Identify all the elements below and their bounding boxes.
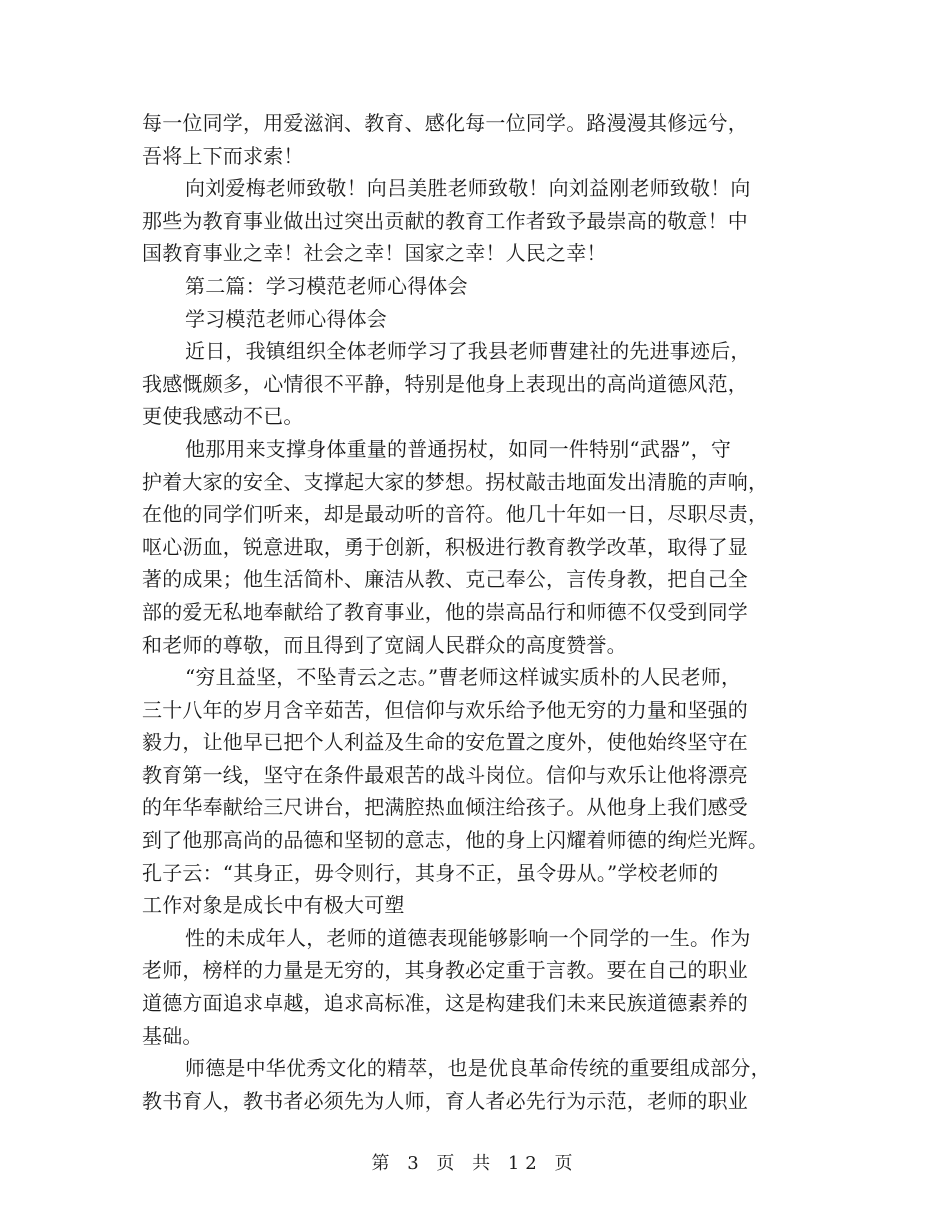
text-line: 著的成果；他生活简朴、廉洁从教、克己奉公，言传身教，把自己全 [142,567,748,592]
text-line: 每一位同学，用爱滋润、教育、感化每一位同学。路漫漫其修远兮， [142,111,748,135]
text-line: 呕心沥血，锐意进取，勇于创新，积极进行教育教学改革，取得了显 [142,534,748,559]
text-line: 师德是中华优秀文化的精萃，也是优良革命传统的重要组成部分， [185,1056,771,1081]
text-line: 国教育事业之幸！社会之幸！国家之幸！人民之幸！ [142,241,607,266]
text-line: 基础。 [142,1023,203,1048]
text-line: 部的爱无私地奉献给了教育事业，他的崇高品行和师德不仅受到同学 [142,599,748,624]
text-line: 向刘爱梅老师致敬！向吕美胜老师致敬！向刘益刚老师致敬！向 [185,176,751,201]
text-line: 在他的同学们听来，却是最动听的音符。他几十年如一日，尽职尽责， [142,502,769,527]
text-line: 毅力，让他早已把个人利益及生命的安危置之度外，使他始终坚守在 [142,730,748,755]
text-line: 的年华奉献给三尺讲台，把满腔热血倾注给孩子。从他身上我们感受 [142,795,748,820]
text-line: 工作对象是成长中有极大可塑 [142,893,405,918]
text-line: “穷且益坚，不坠青云之志。”曹老师这样诚实质朴的人民老师， [185,665,742,690]
text-line: 更使我感动不已。 [142,404,304,429]
text-line: 老师，榜样的力量是无穷的，其身教必定重于言教。要在自己的职业 [142,958,748,983]
page-footer: 第 3 页 共 12 页 [371,1153,579,1174]
body-text [142,107,812,1117]
text-line: 近日，我镇组织全体老师学习了我县老师曹建社的先进事迹后， [185,339,751,364]
text-line: 吾将上下而求索！ [142,143,304,168]
text-line: 第二篇：学习模范老师心得体会 [185,273,468,298]
text-line: 三十八年的岁月含辛茹苦，但信仰与欢乐给予他无穷的力量和坚强的 [142,697,748,722]
text-line: 道德方面追求卓越，追求高标准，这是构建我们未来民族道德素养的 [142,991,748,1016]
text-line: 到了他那高尚的品德和坚韧的意志，他的身上闪耀着师德的绚烂光辉。 [142,828,769,853]
text-line: 那些为教育事业做出过突出贡献的教育工作者致予最崇高的敬意！中 [142,208,748,233]
text-line: 我感慨颇多，心情很不平静，特别是他身上表现出的高尚道德风范， [142,371,748,396]
text-line: 和老师的尊敬，而且得到了宽阔人民群众的高度赞誉。 [142,632,627,657]
text-line: 护着大家的安全、支撑起大家的梦想。拐杖敲击地面发出清脆的声响， [142,469,769,494]
text-line: 他那用来支撑身体重量的普通拐杖，如同一件特别“武器”，守 [185,436,732,461]
text-line: 学习模范老师心得体会 [185,306,387,331]
text-line: 教书育人，教书者必须先为人师，育人者必先行为示范，老师的职业 [142,1088,748,1113]
text-line: 教育第一线，坚守在条件最艰苦的战斗岗位。信仰与欢乐让他将漂亮 [142,762,748,787]
text-line: 孔子云：“其身正，毋令则行，其身不正，虽令毋从。”学校老师的 [142,860,719,885]
text-line: 性的未成年人，老师的道德表现能够影响一个同学的一生。作为 [185,925,751,950]
